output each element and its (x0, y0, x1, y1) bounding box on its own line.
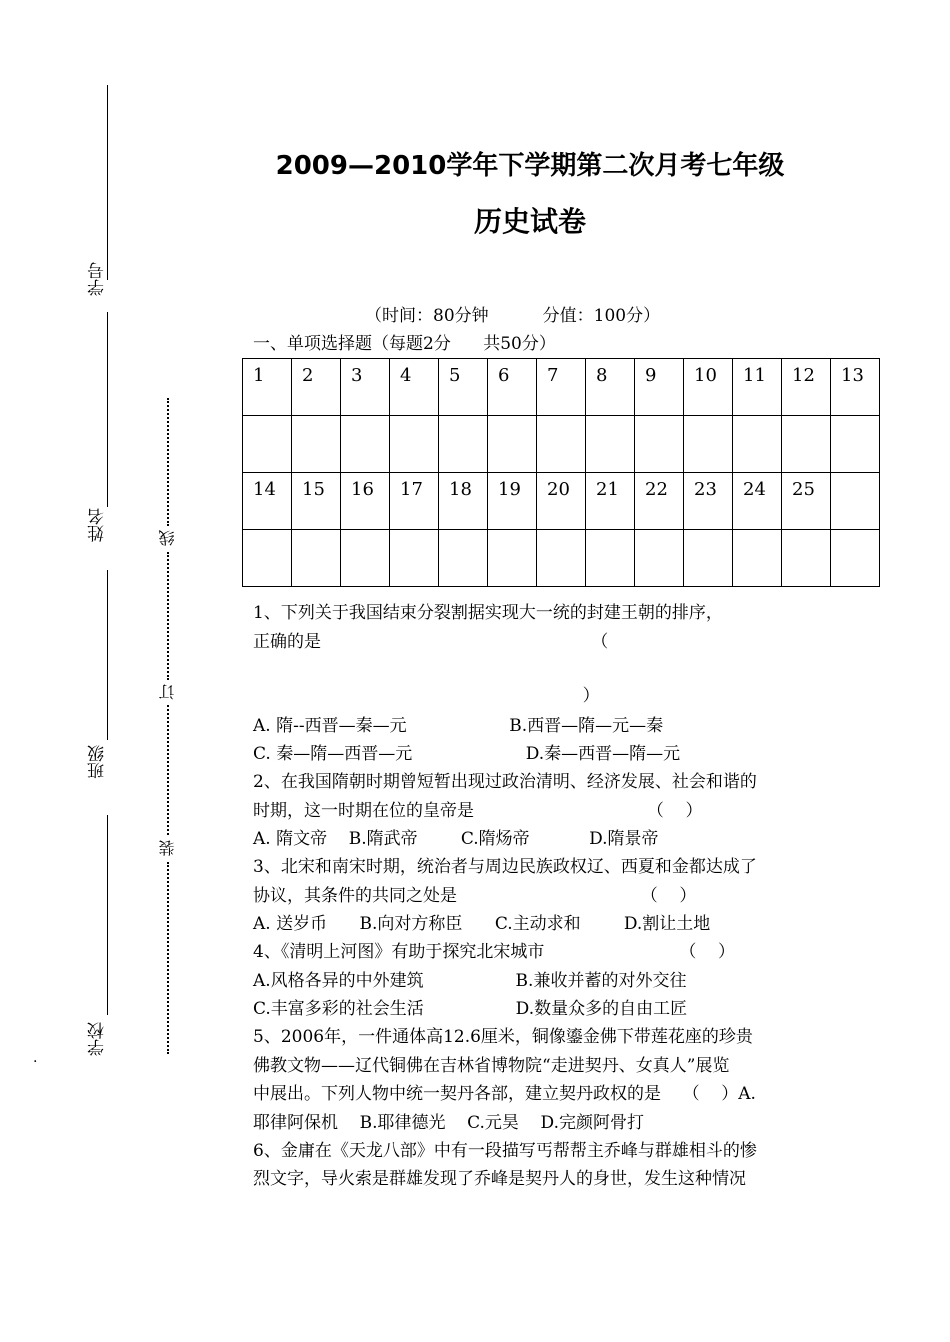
question-line: 耶律阿保机 B.耶律德光 C.元昊 D.完颜阿骨打 (253, 1113, 644, 1133)
question-line: A.风格各异的中外建筑 B.兼收并蓄的对外交往 (253, 971, 687, 991)
answer-cell[interactable] (586, 416, 635, 473)
answer-cell[interactable] (684, 530, 733, 587)
answer-cell[interactable] (439, 530, 488, 587)
answer-numbers-row-1 (243, 359, 880, 416)
binding-dots-4 (167, 862, 169, 1054)
answer-numbers-row-2 (243, 473, 880, 530)
answer-cell[interactable] (733, 530, 782, 587)
answer-number: 11 (733, 359, 782, 416)
answer-number: 2 (292, 359, 341, 416)
answer-cell[interactable] (684, 416, 733, 473)
answer-cell[interactable] (635, 416, 684, 473)
binding-char-line: 线 (158, 530, 177, 546)
answer-number: 21 (586, 473, 635, 530)
question-line: 3、北宋和南宋时期，统治者与周边民族政权辽、西夏和金都达成了 (253, 857, 757, 877)
question-line: 4、《清明上河图》有助于探究北宋城市 （ ） (253, 942, 736, 962)
answer-cell[interactable] (537, 530, 586, 587)
question-line: 佛教文物——辽代铜佛在吉林省博物院“走进契丹、女真人”展览 (253, 1056, 730, 1076)
answer-blank-row-1 (243, 416, 880, 473)
section1-heading: 一、单项选择题（每题2分 共50分） (253, 334, 556, 354)
question-line: 协议，其条件的共同之处是 （ ） (253, 886, 697, 906)
answer-cell[interactable] (292, 416, 341, 473)
answer-number: 13 (831, 359, 880, 416)
answer-number: 14 (243, 473, 292, 530)
answer-number: 3 (341, 359, 390, 416)
margin-line-3 (107, 570, 108, 740)
answer-cell[interactable] (390, 530, 439, 587)
school-label: 学校 (88, 1022, 108, 1056)
answer-cell[interactable] (537, 416, 586, 473)
answer-cell[interactable] (439, 416, 488, 473)
answer-number: 5 (439, 359, 488, 416)
answer-cell[interactable] (488, 416, 537, 473)
question-line: 中展出。下列人物中统一契丹各部，建立契丹政权的是 （ ）A. (253, 1084, 756, 1104)
question-line: ） (253, 686, 600, 706)
answer-number: 6 (488, 359, 537, 416)
answer-number: 22 (635, 473, 684, 530)
question-line: A. 隋文帝 B.隋武帝 C.隋炀帝 D.隋景帝 (253, 829, 659, 849)
answer-number: 18 (439, 473, 488, 530)
class-label: 班级 (88, 745, 108, 779)
answer-number: 12 (782, 359, 831, 416)
exam-subject: 历史试卷 (473, 205, 586, 238)
question-line: 正确的是 （ (253, 632, 609, 652)
answer-number: 8 (586, 359, 635, 416)
answer-cell[interactable] (635, 530, 684, 587)
answer-number: 10 (684, 359, 733, 416)
answer-number: 20 (537, 473, 586, 530)
answer-number: 4 (390, 359, 439, 416)
answer-number: 7 (537, 359, 586, 416)
answer-blank-row-2 (243, 530, 880, 587)
binding-dots-3 (167, 705, 169, 835)
margin-line-4 (107, 815, 108, 1015)
question-line: 1、下列关于我国结束分裂割据实现大一统的封建王朝的排序， (253, 603, 723, 623)
answer-cell[interactable] (341, 530, 390, 587)
answer-cell[interactable] (586, 530, 635, 587)
answer-cell[interactable] (831, 416, 880, 473)
answer-number: 19 (488, 473, 537, 530)
binding-dots-2 (167, 552, 169, 680)
binding-char-pack: 装 (158, 840, 177, 856)
answer-cell[interactable] (292, 530, 341, 587)
question-line: 2、在我国隋朝时期曾短暂出现过政治清明、经济发展、社会和谐的 (253, 772, 757, 792)
margin-line-top (107, 85, 108, 280)
answer-number: 17 (390, 473, 439, 530)
answer-cell[interactable] (341, 416, 390, 473)
question-line: 5、2006年，一件通体高12.6厘米，铜像鎏金佛下带莲花座的珍贵 (253, 1027, 753, 1047)
answer-cell[interactable] (782, 530, 831, 587)
exam-title: 2009—2010学年下学期第二次月考七年级 (275, 151, 785, 181)
answer-cell[interactable] (243, 530, 292, 587)
answer-number: 24 (733, 473, 782, 530)
exam-meta: （时间：80分钟 分值：100分） (365, 306, 661, 326)
answer-cell[interactable] (831, 530, 880, 587)
answer-cell[interactable] (733, 416, 782, 473)
question-line: A. 隋--西晋—秦—元 B.西晋—隋—元—秦 (253, 716, 664, 736)
answer-cell[interactable] (488, 530, 537, 587)
answer-number: 9 (635, 359, 684, 416)
answer-number: 1 (243, 359, 292, 416)
binding-char-bind: 订 (158, 684, 177, 700)
question-line: 时期，这一时期在位的皇帝是 （ ） (253, 801, 703, 821)
answer-number: 25 (782, 473, 831, 530)
answer-table (242, 358, 880, 587)
margin-line-2 (107, 312, 108, 507)
answer-cell[interactable] (782, 416, 831, 473)
name-label: 姓名 (88, 508, 108, 542)
binding-dots-1 (167, 398, 169, 526)
question-line: 6、金庸在《天龙八部》中有一段描写丐帮帮主乔峰与群雄相斗的惨 (253, 1141, 757, 1161)
question-line: 烈文字，导火索是群雄发现了乔峰是契丹人的身世，发生这种情况 (253, 1169, 746, 1189)
question-line: A. 送岁币 B.向对方称臣 C.主动求和 D.割让土地 (253, 914, 711, 934)
question-line: C.丰富多彩的社会生活 D.数量众多的自由工匠 (253, 999, 688, 1019)
answer-number (831, 473, 880, 530)
answer-number: 23 (684, 473, 733, 530)
answer-number: 15 (292, 473, 341, 530)
question-line: C. 秦—隋—西晋—元 D.秦—西晋—隋—元 (253, 744, 681, 764)
answer-cell[interactable] (243, 416, 292, 473)
stray-mark: . (33, 1050, 38, 1066)
student-id-label: 学号 (88, 262, 108, 296)
answer-cell[interactable] (390, 416, 439, 473)
answer-number: 16 (341, 473, 390, 530)
